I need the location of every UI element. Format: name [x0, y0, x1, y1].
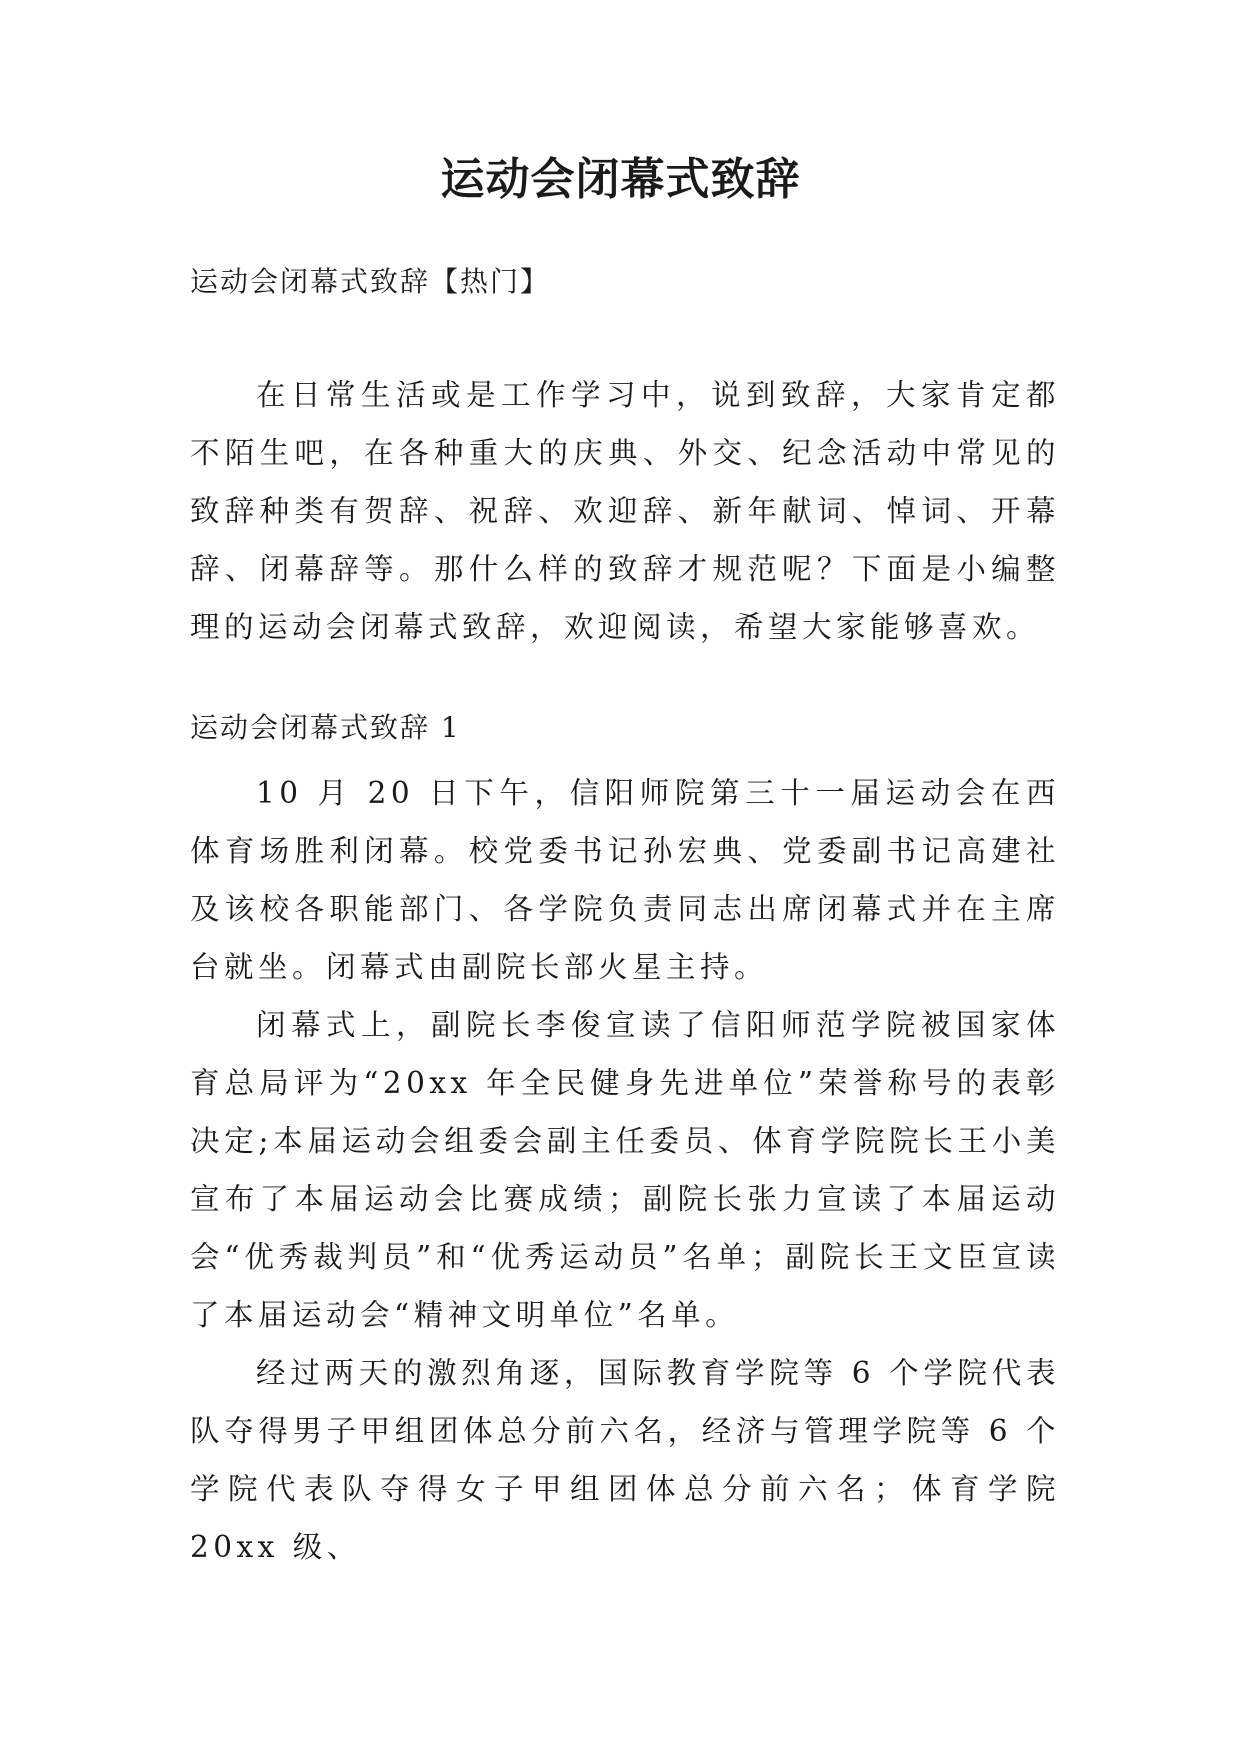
section-paragraph: 经过两天的激烈角逐，国际教育学院等 6 个学院代表队夺得男子甲组团体总分前六名，经济与管理学院等 6 个学院代表队夺得女子甲组团体总分前六名；体育学院 20xx 级、	[190, 1356, 1060, 1564]
section-paragraph: 闭幕式上，副院长李俊宣读了信阳师范学院被国家体育总局评为“20xx 年全民健身先进单位”荣誉称号的表彰决定;本届运动会组委会副主任委员、体育学院院长王小美宣布了本届运动会比赛成绩；副院长张力宣读了本届运动会“优秀裁判员”和“优秀运动员”名单；副院长王文臣宣读了本届运动会“精神文明单位”名单。	[190, 1008, 1060, 1332]
document-title: 运动会闭幕式致辞	[440, 154, 801, 205]
document-body	[190, 262, 1060, 1576]
section-heading: 运动会闭幕式致辞 1	[190, 711, 461, 744]
document-subtitle: 运动会闭幕式致辞【热门】	[190, 265, 551, 298]
intro-paragraph: 在日常生活或是工作学习中，说到致辞，大家肯定都不陌生吧，在各种重大的庆典、外交、纪念活动中常见的致辞种类有贺辞、祝辞、欢迎辞、新年献词、悼词、开幕辞、闭幕辞等。那什么样的致辞才规范呢？下面是小编整理的运动会闭幕式致辞，欢迎阅读，希望大家能够喜欢。	[190, 378, 1060, 644]
section-paragraph: 10 月 20 日下午，信阳师院第三十一届运动会在西体育场胜利闭幕。校党委书记孙宏典、党委副书记高建社及该校各职能部门、各学院负责同志出席闭幕式并在主席台就坐。闭幕式由副院长部火星主持。	[190, 776, 1060, 984]
